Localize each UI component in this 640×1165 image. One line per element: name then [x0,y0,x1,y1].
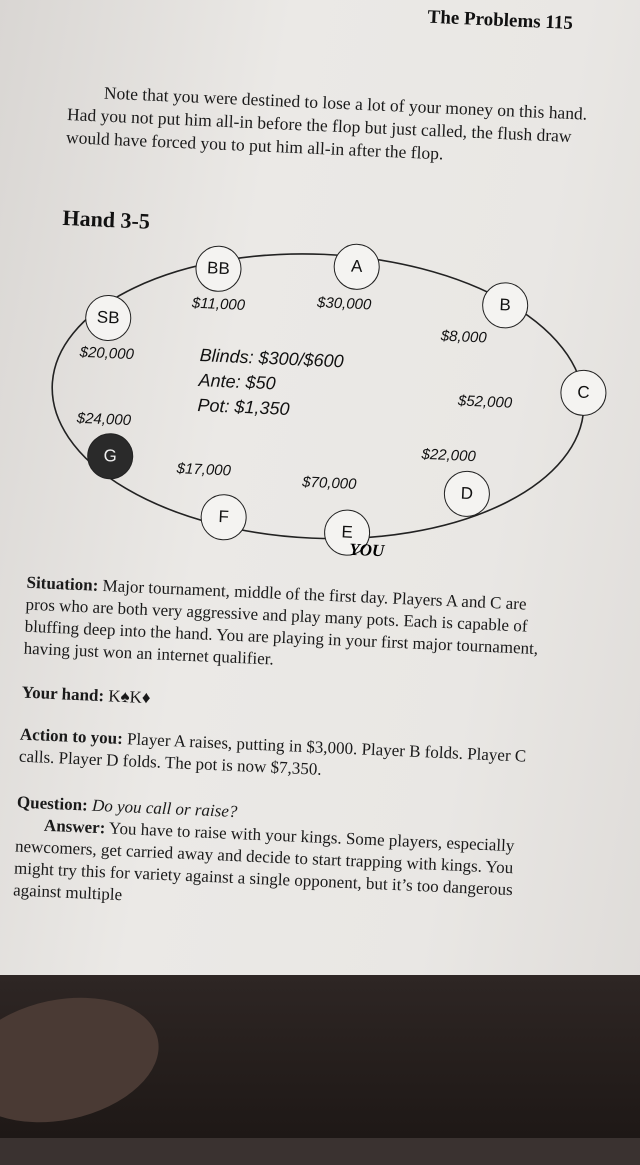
seat-f: F [200,493,248,541]
stack-sb: $20,000 [79,343,135,364]
seat-sb: SB [84,294,132,342]
answer-text: You have to raise with your kings. Some players, especially newcomers, get carried away and decide to start trapping with kings. You might try this for variety against a single opponent, but it’s too dangerous against multiple [12,818,515,905]
intro-paragraph: Note that you were destined to lose a lot of your money on this hand. Had you not put him all-in before the flop but just called, the flush draw would have forced you to put him all-in after the flop. [65,82,588,164]
stack-a: $30,000 [316,294,372,314]
seat-b: B [481,281,529,329]
situation-label: Situation: [26,572,99,595]
page-header: The Problems 115 [427,6,574,34]
action-label: Action to you: [19,724,124,749]
action-text: Player A raises, putting in $3,000. Player B folds. Player C calls. Player D folds. The pot is now $7,350. [18,729,527,779]
blinds-info [197,343,344,424]
seat-e: E [323,509,371,557]
stack-e: $70,000 [301,473,357,494]
stack-b: $8,000 [440,327,487,347]
action-paragraph [19,724,550,791]
stack-bb: $11,000 [191,294,246,314]
blinds-text: Blinds: $300/$600 [199,345,345,372]
you-label: YOU [348,539,385,561]
pot-text: Pot: $1,350 [197,395,290,420]
stack-d: $22,000 [421,445,477,466]
situation-text: Major tournament, middle of the first day. Players A and C are pros who are both very aggressive and play many pots. Each is capable of bluffing deep into the hand. You are playing in your first major tournament, having just won an internet qualifier. [23,575,539,669]
stack-g: $24,000 [76,409,132,430]
question-text: Do you call or raise? [87,795,238,822]
ante-text: Ante: $50 [198,370,277,394]
seat-c: C [559,369,607,417]
stack-c: $52,000 [457,392,513,412]
your-hand-label: Your hand: [21,682,105,706]
seat-d: D [443,470,491,518]
question-label: Question: [16,792,89,815]
hand-title: Hand 3-5 [62,204,151,234]
your-hand-cards: K♠K♦ [103,686,152,708]
stack-f: $17,000 [176,460,232,480]
situation-paragraph [23,572,556,683]
answer-label: Answer: [43,815,106,838]
seat-a: A [333,243,381,291]
seat-g: G [86,432,134,480]
your-hand-line [21,682,551,727]
seat-bb: BB [195,245,243,293]
poker-table-diagram [30,224,604,588]
